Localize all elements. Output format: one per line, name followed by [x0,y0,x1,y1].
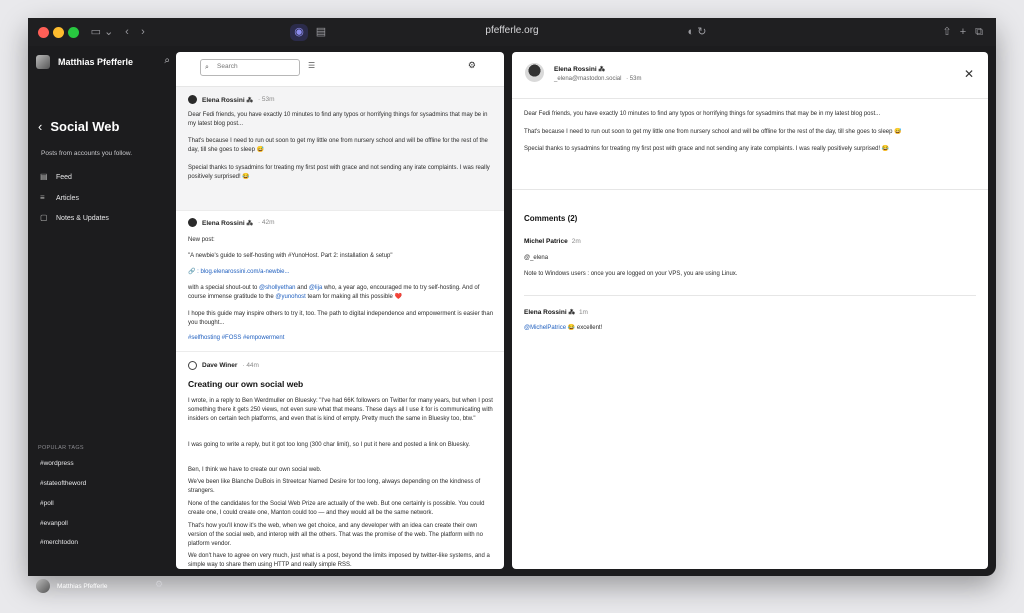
detail-paragraph: Dear Fedi friends, you have exactly 10 minutes to find any typos or horrifying things for sysadmins that may be in my latest blog post... [524,111,881,117]
mention-link[interactable]: @yunohost [275,293,306,300]
post-paragraph: I hope this guide may inspire others to try it, too. The path to digital independence and empowerment is easier than you thought... [188,311,494,326]
post-paragraph: That's how you'll know it's the web, when we get choice, and any developer with an idea can create their own version of the social web, and interop with all the others. That was the promise of the web. The platform with no platform vendor. [188,523,483,547]
avatar [36,579,50,593]
sidebar-heading[interactable] [38,119,119,134]
address-bar[interactable]: pfefferle.org [485,25,539,36]
comment-body [524,324,602,331]
browser-toolbar [28,18,996,46]
detail-handle [554,76,641,82]
post-title[interactable]: Creating our own social web [188,379,304,389]
articles-icon: ≡ [40,193,45,202]
avatar [36,55,50,69]
tag-link[interactable]: #evanpoll [40,520,68,527]
comment-time: 1m [578,309,588,316]
feed-column [176,52,504,569]
back-icon[interactable]: ‹ [125,26,129,38]
search-icon: ⌕ [205,64,209,71]
page-title: Social Web [50,119,120,134]
mention-link[interactable]: @shollyethan [259,285,296,291]
sidebar-item-label: Notes & Updates [56,214,109,222]
forward-icon[interactable]: › [141,26,145,38]
post-author[interactable]: Elena Rossini ⁂ [202,219,253,227]
post-paragraph: New post: [188,237,215,243]
detail-header [512,52,988,99]
avatar [188,218,197,227]
close-icon[interactable]: ✕ [963,67,974,81]
comment-mention[interactable]: @_elena [524,255,549,261]
sidebar-item-articles[interactable] [40,194,79,202]
filter-icon[interactable]: ☰ [308,61,316,70]
post-paragraph: Ben, I think we have to create our own social web. [188,467,322,473]
footer-user[interactable] [36,579,107,593]
settings-gear-icon[interactable]: ⚙ [155,579,164,589]
post-header [188,218,275,227]
post-paragraph: Dear Fedi friends, you have exactly 10 minutes to find any typos or horrifying things for sysadmins that may be in my latest blog post... [188,112,488,127]
divider [512,189,988,190]
feed-post[interactable] [176,210,504,352]
post-paragraph: Special thanks to sysadmins for treating my first post with grace and not sending any irate complaints. I was really positively surprised! 😂 [188,165,490,180]
notes-icon: ▢ [40,213,48,222]
post-text: and [295,285,309,291]
sidebar-user[interactable] [36,55,133,69]
post-time: · 42m [257,219,275,226]
comments-heading: Comments (2) [524,214,578,223]
detail-time: · 53m [626,76,642,82]
sidebar-item-label: Feed [56,173,72,181]
post-paragraph: I was going to write a reply, but it got too long (300 char limit), so I put it here and posted a link on Bluesky. [188,442,470,448]
page-icon[interactable]: ▤ [315,26,327,38]
reload-icon[interactable]: ◐ ↻ [687,26,707,38]
comment-text: 😂 excellent! [566,325,603,331]
sidebar [28,46,176,590]
post-paragraph: We don't have to agree on very much, just what is a post, beyond the limits imposed by twitter-like systems, and a simple way to share them using HTTP and really simple RSS. [188,553,490,568]
post-author[interactable]: Dave Winer [202,362,238,369]
post-header [188,361,259,370]
tag-link[interactable]: #wordpress [40,460,74,467]
feed-toolbar [176,52,504,87]
post-time: · 53m [257,96,275,103]
post-header [188,95,275,104]
post-text: team for making all this possible ❤️ [305,293,403,300]
post-text: with a special shout-out to [188,285,260,291]
feed-post[interactable] [176,351,504,569]
back-chevron-icon[interactable]: ‹ [38,119,43,134]
popular-tags-heading: POPULAR TAGS [38,445,84,451]
post-paragraph: That's because I need to run out soon to get my little one from nursery school and will be offline for the rest of the day, till she goes to sleep 😅 [188,138,488,153]
sidebar-item-label: Articles [56,194,79,202]
gear-icon[interactable]: ⚙ [467,60,476,70]
author-handle[interactable]: _elena@mastodon.social [554,76,622,82]
post-paragraph [188,284,496,302]
post-paragraph: None of the candidates for the Social Web Prize are actually of the web. But one certainly is possible. You could create one, I could create one, Manton could too — and they would all be the same network. [188,501,485,516]
detail-author[interactable]: Elena Rossini ⁂ [554,66,605,73]
post-paragraph: We've been like Blanche DuBois in Streetcar Named Desire for too long, always depending on the kindness of strangers. [188,479,481,494]
post-detail-panel [512,52,988,569]
tab-overview-icon[interactable]: ⧉ [975,26,983,38]
tag-link[interactable]: #stateoftheword [40,480,87,487]
comment-author-name[interactable]: Michel Patrice [524,238,568,245]
post-hashtags[interactable]: #selfhosting #FOSS #empowerment [188,335,285,341]
search-icon[interactable]: ⌕ [164,55,170,66]
feed-icon: ▤ [40,172,48,181]
avatar [188,95,197,104]
post-paragraph: I wrote, in a reply to Ben Werdmuller on Bluesky: "I've had 66K followers on Twitter for many years, but when I post something there it gets 250 views, not even sure what that means. These days all I use it for is communicating with insiders on certain tech platforms, and even that is kind of empty. Pretty much the same in Bluesky too, btw." [188,398,493,422]
avatar[interactable] [525,63,544,82]
feed-post[interactable] [176,87,504,211]
browser-window [28,18,996,590]
comment-author [524,238,581,245]
comment-time: 2m [571,238,581,245]
search-box[interactable] [200,59,300,76]
comment-author [524,308,588,316]
post-author[interactable]: Elena Rossini ⁂ [202,96,253,104]
detail-paragraph: That's because I need to run out soon to get my little one from nursery school and will be offline for the rest of the day, till she goes to sleep 😅 [524,129,902,135]
post-paragraph: "A newbie's guide to self-hosting with #YunoHost. Part 2: installation & setup" [188,253,393,259]
detail-paragraph: Special thanks to sysadmins for treating my first post with grace and not sending any irate complaints. I was really positively surprised! 😂 [524,146,890,152]
avatar [188,361,197,370]
search-input[interactable] [215,62,299,71]
share-icon[interactable]: ⇧ [942,26,952,38]
sidebar-item-notes[interactable] [40,214,109,222]
new-tab-icon[interactable]: + [959,26,967,38]
footer-user-name: Matthias Pfefferle [57,582,108,590]
comment-author-name[interactable]: Elena Rossini ⁂ [524,309,575,316]
tag-link[interactable]: #merchtodon [40,539,78,546]
sidebar-item-feed[interactable] [40,173,72,181]
sidebar-user-name: Matthias Pfefferle [58,57,134,67]
rss-icon[interactable]: ◉ [290,24,308,41]
post-time: · 44m [242,362,259,369]
comment-mention[interactable]: @MichelPatrice [524,325,567,331]
tag-link[interactable]: #poll [40,500,54,507]
comment-text: Note to Windows users : once you are logged on your VPS, you are using Linux. [524,271,738,277]
post-link[interactable]: 🔗 : blog.elenarossini.com/a-newbie... [188,269,290,275]
divider [524,295,976,296]
mention-link[interactable]: @lija [308,285,323,291]
sidebar-toggle-icon[interactable]: ▭ ⌄ [90,26,114,38]
post-text: who, a year ago, encouraged me to try self-hosting. And of course immense gratitude to the [188,285,480,300]
sidebar-subtitle: Posts from accounts you follow. [41,150,133,157]
